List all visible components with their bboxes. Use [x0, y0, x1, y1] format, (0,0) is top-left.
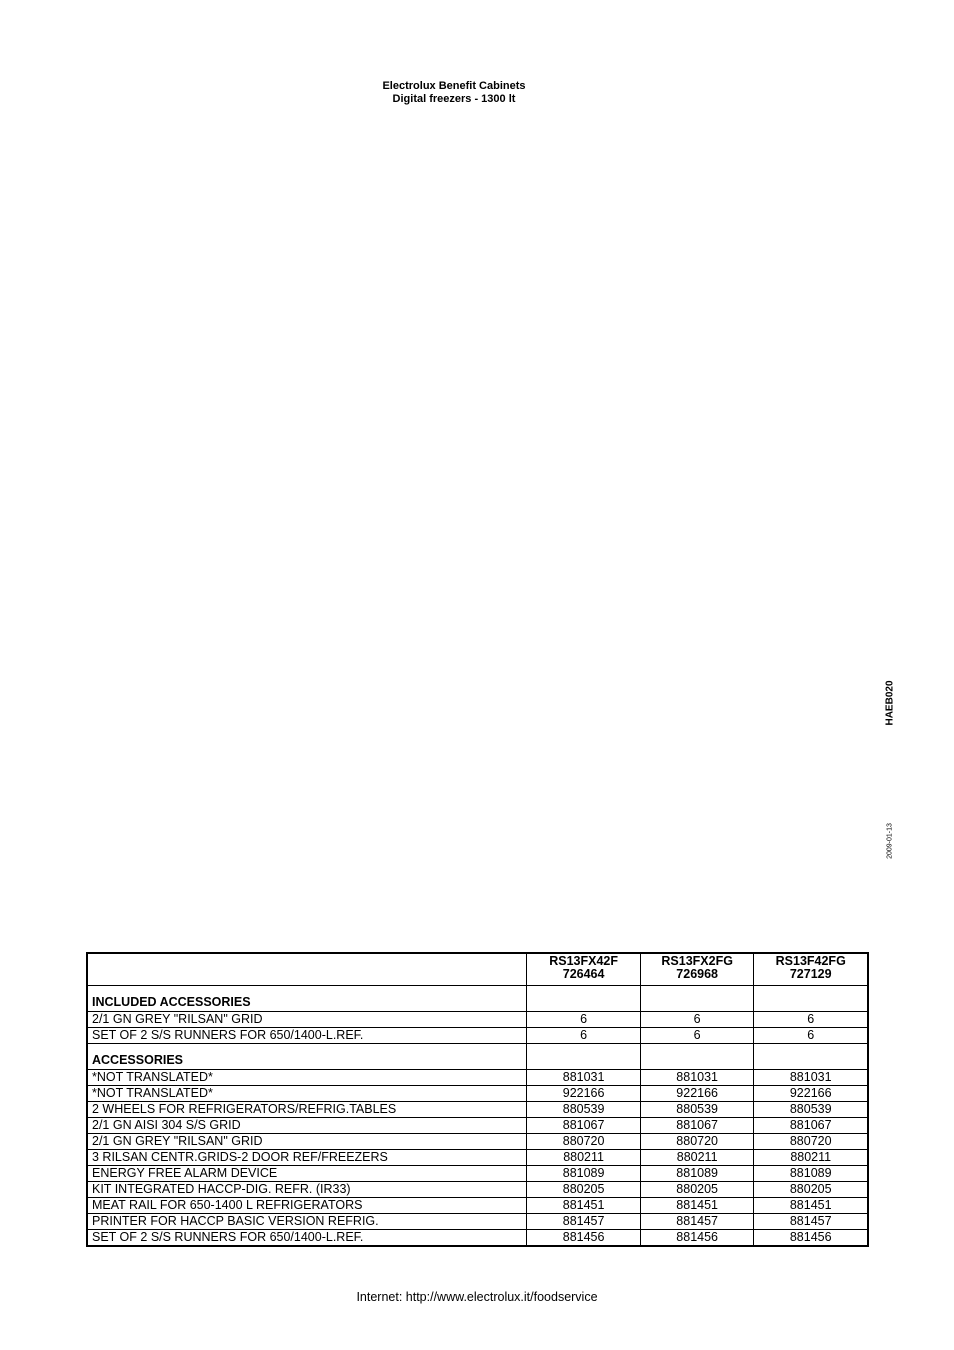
model-header-cell — [754, 953, 868, 986]
accessory-value: 880539 — [640, 1102, 754, 1118]
accessory-value: 6 — [640, 1012, 754, 1028]
accessory-description: ENERGY FREE ALARM DEVICE — [87, 1166, 527, 1182]
model-code: 726464 — [562, 967, 605, 981]
table-row — [87, 1070, 868, 1086]
accessory-description: 2 WHEELS FOR REFRIGERATORS/REFRIG.TABLES — [87, 1102, 527, 1118]
accessory-value: 881451 — [640, 1198, 754, 1214]
document-code — [883, 678, 897, 728]
accessory-value: 880211 — [527, 1150, 641, 1166]
accessory-value: 880205 — [527, 1182, 641, 1198]
section-empty-cell — [640, 986, 754, 1012]
accessory-value: 881089 — [527, 1166, 641, 1182]
accessory-value: 881457 — [640, 1214, 754, 1230]
model-name: RS13F42FG — [775, 954, 846, 968]
section-title: ACCESSORIES — [87, 1044, 527, 1070]
accessory-value: 881089 — [754, 1166, 868, 1182]
model-code: 727129 — [789, 967, 832, 981]
accessory-description: PRINTER FOR HACCP BASIC VERSION REFRIG. — [87, 1214, 527, 1230]
accessory-value: 880720 — [640, 1134, 754, 1150]
accessory-value: 880720 — [754, 1134, 868, 1150]
accessory-value: 880211 — [754, 1150, 868, 1166]
document-code-text: HAEB020 — [884, 680, 896, 726]
accessory-value: 881067 — [640, 1118, 754, 1134]
table-row — [87, 1214, 868, 1230]
model-name: RS13FX2FG — [661, 954, 733, 968]
accessory-description: KIT INTEGRATED HACCP-DIG. REFR. (IR33) — [87, 1182, 527, 1198]
accessories-table — [86, 952, 869, 1247]
accessory-value: 881031 — [640, 1070, 754, 1086]
accessory-value: 881456 — [640, 1230, 754, 1247]
document-header — [0, 80, 908, 106]
accessory-value: 880539 — [754, 1102, 868, 1118]
accessory-description: 3 RILSAN CENTR.GRIDS-2 DOOR REF/FREEZERS — [87, 1150, 527, 1166]
accessory-description: SET OF 2 S/S RUNNERS FOR 650/1400-L.REF. — [87, 1028, 527, 1044]
table-row — [87, 1086, 868, 1102]
accessory-value: 6 — [527, 1028, 641, 1044]
table-row — [87, 1028, 868, 1044]
accessory-value: 880205 — [754, 1182, 868, 1198]
accessory-value: 881031 — [754, 1070, 868, 1086]
model-code: 726968 — [676, 967, 719, 981]
accessory-value: 880720 — [527, 1134, 641, 1150]
table-row — [87, 1102, 868, 1118]
accessory-description: 2/1 GN GREY "RILSAN" GRID — [87, 1134, 527, 1150]
accessory-value: 881067 — [527, 1118, 641, 1134]
accessory-value: 881456 — [754, 1230, 868, 1247]
accessory-value: 881067 — [754, 1118, 868, 1134]
model-name: RS13FX42F — [549, 954, 618, 968]
table-row — [87, 1166, 868, 1182]
accessory-description: MEAT RAIL FOR 650-1400 L REFRIGERATORS — [87, 1198, 527, 1214]
section-empty-cell — [527, 986, 641, 1012]
accessory-value: 881089 — [640, 1166, 754, 1182]
accessory-value: 880205 — [640, 1182, 754, 1198]
section-empty-cell — [640, 1044, 754, 1070]
accessory-value: 6 — [754, 1028, 868, 1044]
table-row — [87, 1198, 868, 1214]
accessory-value: 922166 — [754, 1086, 868, 1102]
accessory-value: 880539 — [527, 1102, 641, 1118]
accessory-description: SET OF 2 S/S RUNNERS FOR 650/1400-L.REF. — [87, 1230, 527, 1247]
model-header-cell — [527, 953, 641, 986]
table-row — [87, 1118, 868, 1134]
accessory-description: *NOT TRANSLATED* — [87, 1070, 527, 1086]
accessory-description: *NOT TRANSLATED* — [87, 1086, 527, 1102]
table-row — [87, 1134, 868, 1150]
accessory-description: 2/1 GN AISI 304 S/S GRID — [87, 1118, 527, 1134]
accessory-value: 881456 — [527, 1230, 641, 1247]
accessory-value: 881457 — [754, 1214, 868, 1230]
accessory-value: 6 — [754, 1012, 868, 1028]
header-blank-cell — [87, 953, 527, 986]
document-subtitle: Digital freezers - 1300 lt — [392, 93, 516, 105]
accessory-value: 6 — [527, 1012, 641, 1028]
table-row — [87, 1182, 868, 1198]
model-header-row — [87, 953, 868, 986]
table-row — [87, 1012, 868, 1028]
accessory-value: 922166 — [527, 1086, 641, 1102]
accessories-header — [87, 1044, 868, 1070]
accessory-value: 881451 — [527, 1198, 641, 1214]
accessory-value: 881451 — [754, 1198, 868, 1214]
accessory-value: 880211 — [640, 1150, 754, 1166]
model-header-cell — [640, 953, 754, 986]
accessory-value: 6 — [640, 1028, 754, 1044]
footer-url: Internet: http://www.electrolux.it/foodservice — [356, 1290, 598, 1304]
table-row — [87, 1150, 868, 1166]
section-empty-cell — [754, 986, 868, 1012]
accessory-value: 881031 — [527, 1070, 641, 1086]
section-empty-cell — [527, 1044, 641, 1070]
accessory-value: 881457 — [527, 1214, 641, 1230]
table-row — [87, 1230, 868, 1247]
section-title: INCLUDED ACCESSORIES — [87, 986, 527, 1012]
accessory-description: 2/1 GN GREY "RILSAN" GRID — [87, 1012, 527, 1028]
document-date — [885, 818, 895, 864]
section-empty-cell — [754, 1044, 868, 1070]
included-accessories-header — [87, 986, 868, 1012]
document-title: Electrolux Benefit Cabinets — [382, 80, 526, 92]
document-date-text: 2009-01-13 — [886, 823, 894, 859]
accessory-value: 922166 — [640, 1086, 754, 1102]
